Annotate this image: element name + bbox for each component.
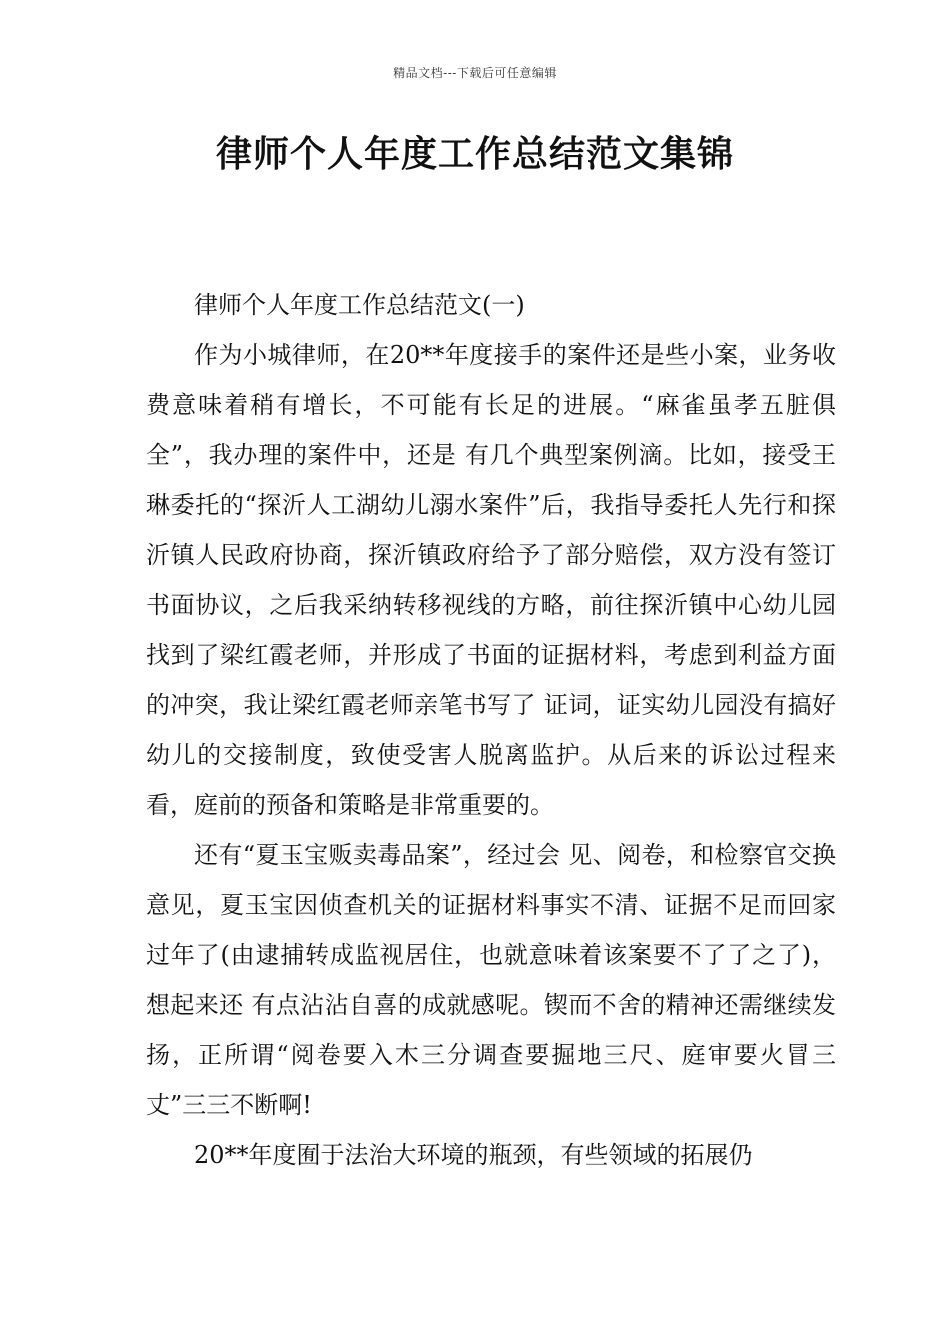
- section-heading: 律师个人年度工作总结范文(一): [194, 291, 525, 319]
- paragraph: 还有“夏玉宝贩卖毒品案”，经过会 见、阅卷，和检察官交换意见，夏玉宝因侦查机关的证据材料事实不清、证据不足而回家过年了(由逮捕转成监视居住，也就意味着该案要不了了之了)，想起来还 有点沾沾自喜的成就感呢。锲而不舍的精神还需继续发扬，正所谓“阅卷要入木三分调查要掘地三尺、庭审要火冒三丈”三三不断啊!: [146, 841, 836, 1119]
- paragraph: 20**年度囿于法治大环境的瓶颈，有些领域的拓展仍: [194, 1141, 753, 1169]
- document-body: [146, 280, 836, 1180]
- header-note: 精品文档---下载后可任意编辑: [393, 66, 557, 80]
- document-title: 律师个人年度工作总结范文集锦: [215, 134, 734, 175]
- paragraph: 作为小城律师，在20**年度接手的案件还是些小案，业务收费意味着稍有增长，不可能有长足的进展。“麻雀虽孝五脏俱全”，我办理的案件中，还是 有几个典型案例滴。比如，接受王琳委托的“探沂人工湖幼儿溺水案件”后，我指导委托人先行和探沂镇人民政府协商，探沂镇政府给予了部分赔偿，双方没有签订 书面协议，之后我采纳转移视线的方略，前往探沂镇中心幼儿园找到了梁红霞老师，并形成了书面的证据材料，考虑到利益方面的冲突，我让梁红霞老师亲笔书写了 证词，证实幼儿园没有搞好幼儿的交接制度，致使受害人脱离监护。从后来的诉讼过程来看，庭前的预备和策略是非常重要的。: [146, 341, 836, 819]
